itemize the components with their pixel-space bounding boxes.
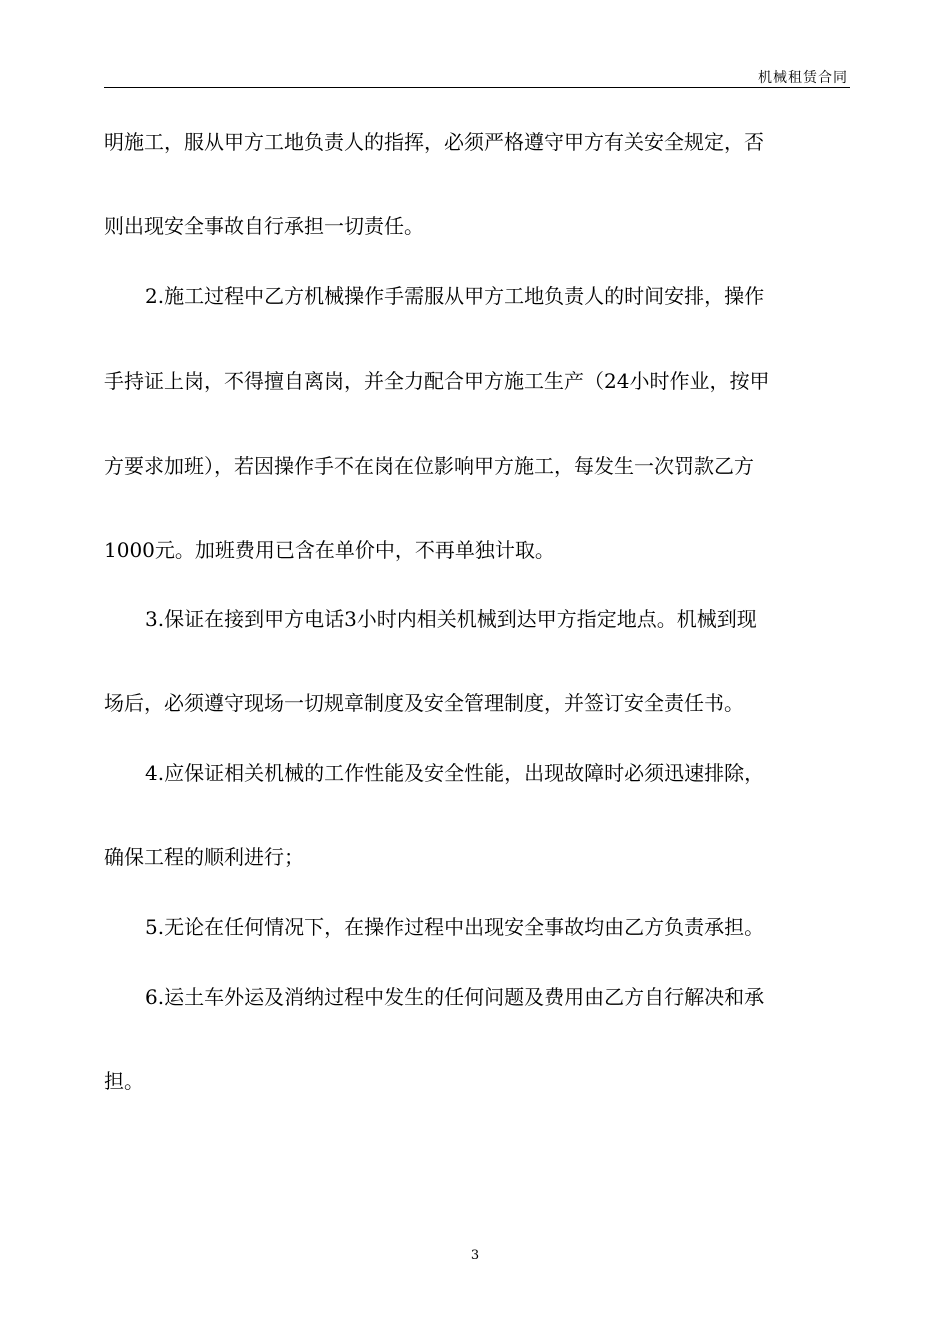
body-line-clause-2: 2.施工过程中乙方机械操作手需服从甲方工地负责人的时间安排，操作 bbox=[145, 284, 765, 308]
page-number: 3 bbox=[470, 1248, 480, 1263]
body-line: 确保工程的顺利进行； bbox=[104, 845, 304, 869]
header-divider bbox=[104, 87, 850, 88]
body-line: 场后，必须遵守现场一切规章制度及安全管理制度，并签订安全责任书。 bbox=[104, 691, 744, 715]
body-line: 则出现安全事故自行承担一切责任。 bbox=[104, 214, 424, 238]
body-line: 1000元。加班费用已含在单价中，不再单独计取。 bbox=[104, 538, 555, 562]
body-line-clause-5: 5.无论在任何情况下，在操作过程中出现安全事故均由乙方负责承担。 bbox=[145, 915, 765, 939]
header-title: 机械租赁合同 bbox=[758, 70, 848, 86]
body-line: 手持证上岗，不得擅自离岗，并全力配合甲方施工生产（24小时作业，按甲 bbox=[104, 369, 770, 393]
body-line: 明施工，服从甲方工地负责人的指挥，必须严格遵守甲方有关安全规定，否 bbox=[104, 130, 764, 154]
body-line: 担。 bbox=[104, 1069, 144, 1093]
body-line: 方要求加班），若因操作手不在岗在位影响甲方施工，每发生一次罚款乙方 bbox=[104, 454, 754, 478]
body-line-clause-6: 6.运土车外运及消纳过程中发生的任何问题及费用由乙方自行解决和承 bbox=[145, 985, 765, 1009]
body-line-clause-3: 3.保证在接到甲方电话3小时内相关机械到达甲方指定地点。机械到现 bbox=[145, 607, 757, 631]
body-line-clause-4: 4.应保证相关机械的工作性能及安全性能，出现故障时必须迅速排除， bbox=[145, 761, 765, 785]
